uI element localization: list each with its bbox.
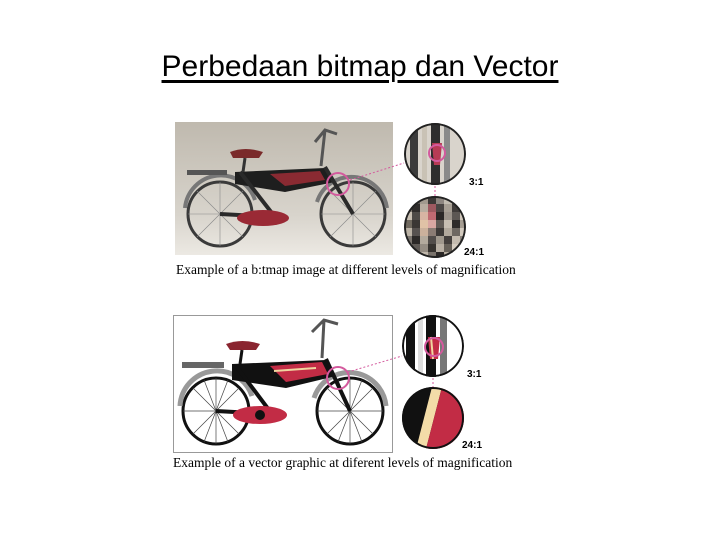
bitmap-bicycle-image — [175, 122, 393, 255]
bitmap-caption: Example of a b:tmap image at different levels of magnification — [176, 262, 516, 277]
bitmap-zoom-24x-label: 24:1 — [464, 247, 485, 258]
vector-zoom-24x — [402, 387, 464, 449]
vector-zoom-3x — [402, 315, 464, 377]
slide-title: Perbedaan bitmap dan Vector — [161, 50, 559, 83]
vector-zoom-3x-label: 3:1 — [467, 369, 482, 380]
vector-caption: Example of a vector graphic at diferent levels of magnification — [173, 455, 513, 470]
bitmap-zoom-3x-label: 3:1 — [469, 177, 484, 188]
vector-bicycle-image — [173, 315, 393, 453]
bitmap-zoom-24x — [404, 196, 466, 258]
bitmap-zoom-3x — [404, 123, 466, 185]
vector-zoom-24x-label: 24:1 — [462, 440, 483, 451]
